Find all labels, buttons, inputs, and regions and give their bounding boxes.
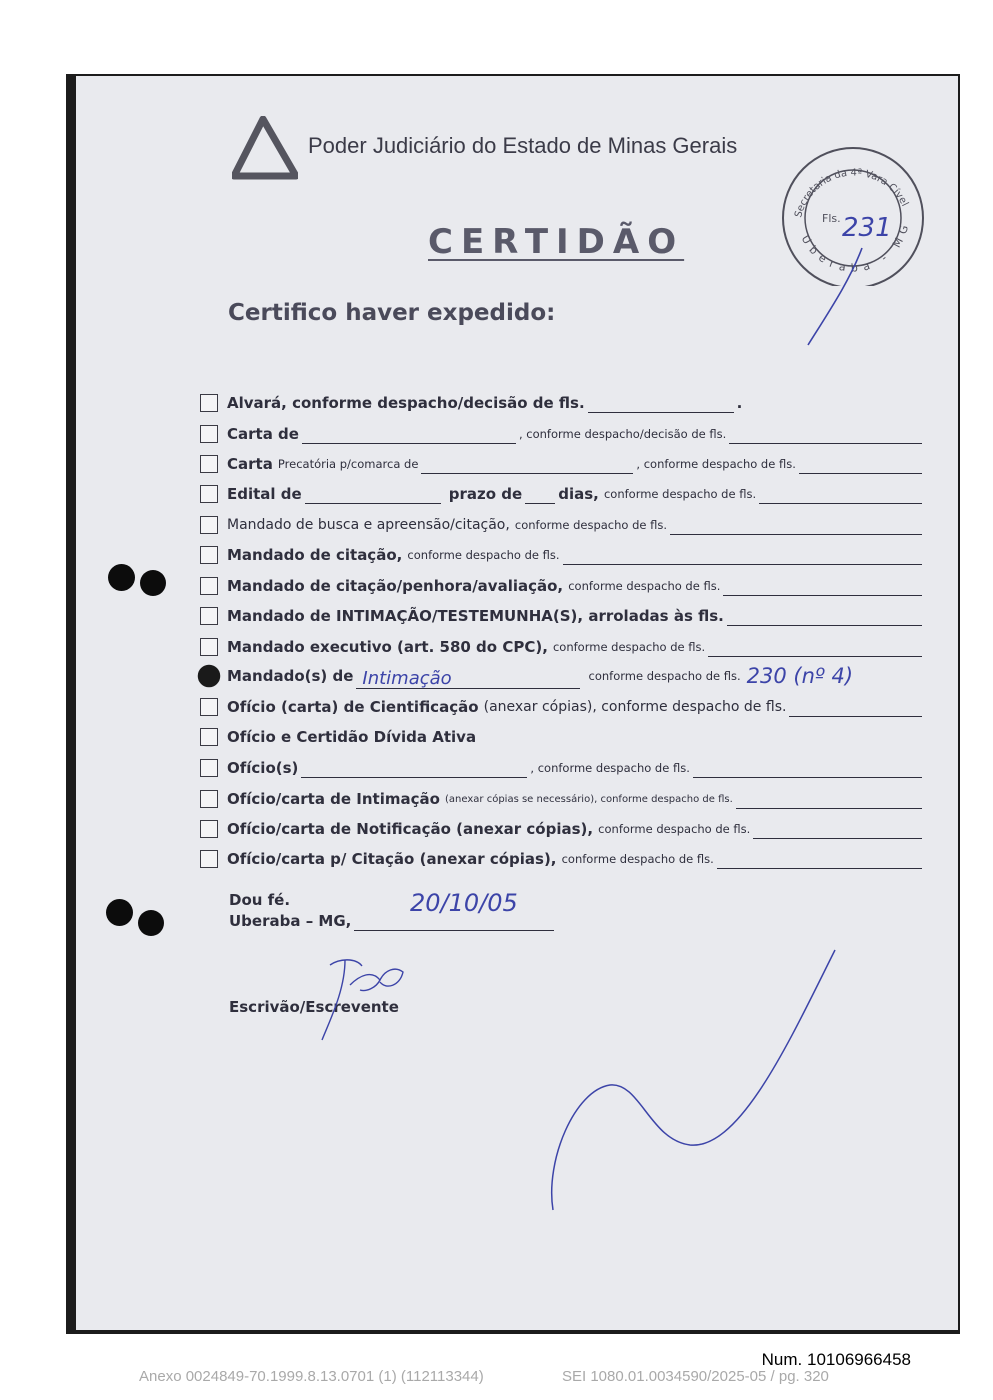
list-item-mandado-intimacao-testemunha: Mandado de INTIMAÇÃO/TESTEMUNHA(S), arroladas às fls. xyxy=(200,603,925,629)
list-item-mandado-citacao: Mandado de citação, conforme despacho de fls. xyxy=(200,542,925,568)
list-item-oficio-citacao: Ofício/carta p/ Citação (anexar cópias), conforme despacho de fls. xyxy=(200,846,925,872)
dou-fe-text: Dou fé. xyxy=(229,891,291,909)
signature-scribble xyxy=(322,960,403,1040)
stamp-fls-number: 231 xyxy=(842,213,892,243)
page-title: CERTIDÃO xyxy=(428,222,685,262)
handwritten-fls: 230 (nº 4) xyxy=(746,664,854,688)
check-mark-stroke xyxy=(552,950,835,1210)
list-item-oficios: Ofício(s) , conforme despacho de fls. xyxy=(200,755,925,781)
list-item-carta-precatoria: Carta Precatória p/comarca de , conforme despacho de fls. xyxy=(200,451,925,477)
stamp-bottom-text: Uberaba - MG xyxy=(798,218,913,275)
stamp-fls-label: Fls. xyxy=(822,212,841,225)
list-item-alvara: Alvará, conforme despacho/decisão de fls. . xyxy=(200,390,925,416)
list-item-mandados-de: Mandado(s) de Intimação conforme despacho de fls. 230 (nº 4) xyxy=(200,663,925,689)
handwritten-mandado-type: Intimação xyxy=(362,667,452,689)
city-date-line: Uberaba – MG, xyxy=(229,912,557,930)
list-item-oficio-notificacao: Ofício/carta de Notificação (anexar cópias), conforme despacho de fls. xyxy=(200,816,925,842)
stamp-initial-stroke xyxy=(808,248,862,345)
intro-text: Certifico haver expedido: xyxy=(228,300,556,326)
sei-reference: SEI 1080.01.0034590/2025-05 / pg. 320 xyxy=(562,1368,829,1385)
list-item-mandado-busca: Mandado de busca e apreensão/citação, conforme despacho de fls. xyxy=(200,512,925,538)
list-item-mandado-penhora: Mandado de citação/penhora/avaliação, conforme despacho de fls. xyxy=(200,573,925,599)
stamp-top-text: Secretaria da 4ª Vara Cível xyxy=(793,167,910,219)
list-item-carta: Carta de , conforme despacho/decisão de fls. xyxy=(200,421,925,447)
institution-name: Poder Judiciário do Estado de Minas Gerais xyxy=(308,133,738,158)
handwritten-date: 20/10/05 xyxy=(410,889,518,917)
list-item-oficio-divida-ativa: Ofício e Certidão Dívida Ativa xyxy=(200,724,925,750)
annex-reference: Anexo 0024849-70.1999.8.13.0701 (1) (112113344) xyxy=(139,1368,484,1385)
signature-role: Escrivão/Escrevente xyxy=(229,998,399,1016)
list-item-oficio-cientificacao: Ofício (carta) de Cientificação (anexar cópias), conforme despacho de fls. xyxy=(200,694,925,720)
list-item-oficio-intimacao: Ofício/carta de Intimação (anexar cópias se necessário), conforme despacho de fls. xyxy=(200,786,925,812)
list-item-mandado-executivo: Mandado executivo (art. 580 do CPC), conforme despacho de fls. xyxy=(200,634,925,660)
list-item-edital: Edital de prazo de dias, conforme despacho de fls. xyxy=(200,481,925,507)
document-number: Num. 10106966458 xyxy=(761,1350,911,1369)
